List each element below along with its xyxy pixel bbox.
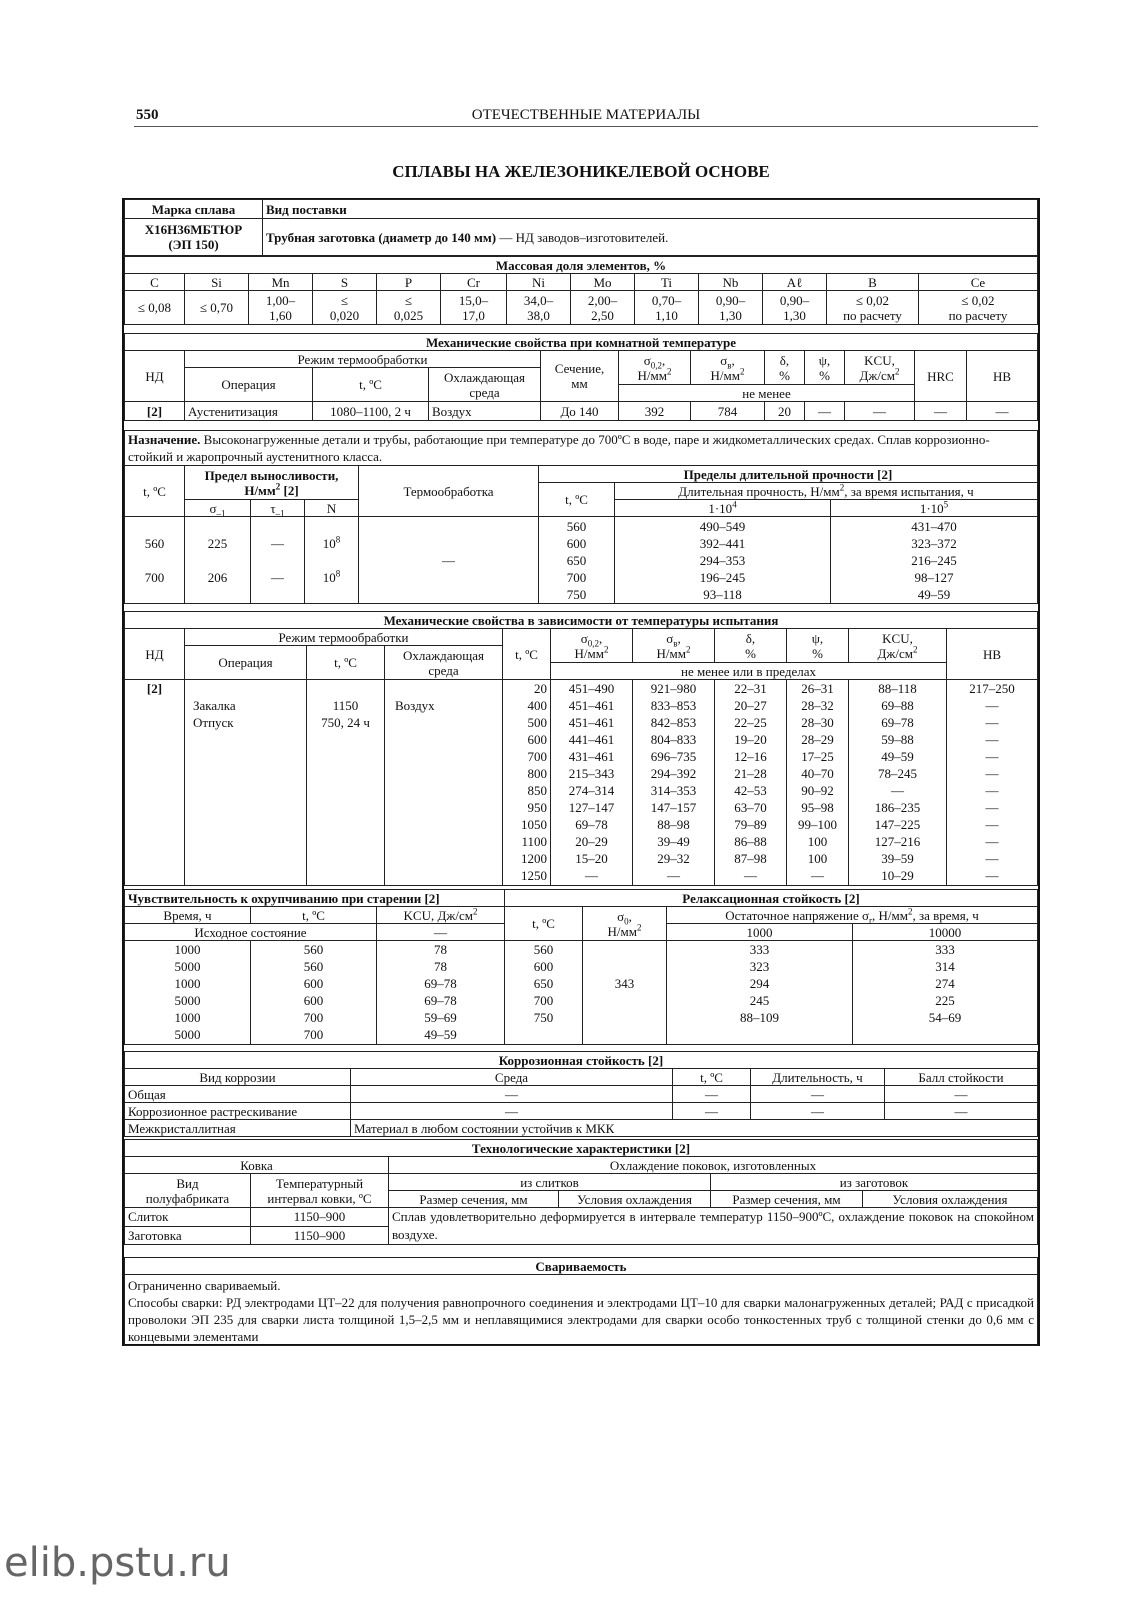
longterm-strength-header: Длительная прочность, $Н/мм^2$, за время испытания, ч bbox=[615, 483, 1038, 500]
corrosion-cell-4: — bbox=[885, 1103, 1038, 1120]
mech-temp-op-header: Операция bbox=[185, 646, 307, 680]
relax-s0-value: 343 bbox=[583, 941, 667, 1045]
mech-room-cell-5: 392 bbox=[619, 402, 691, 421]
relax-s0-header: $\sigma_0$, $Н/мм^2$ bbox=[583, 907, 667, 941]
element-value-10: 0,90– 1,30 bbox=[763, 291, 827, 325]
mech-room-cell-7: 20 bbox=[765, 402, 805, 421]
mech-room-cell-9: — bbox=[845, 402, 915, 421]
composition-values-row bbox=[125, 291, 1038, 325]
corrosion-cell-3: — bbox=[751, 1103, 885, 1120]
mech-room-cell-0: [2] bbox=[125, 402, 185, 421]
tech-ingots-header: из слитков bbox=[389, 1174, 711, 1191]
tech-kind-blank: Заготовка bbox=[125, 1226, 251, 1245]
longterm-1e4-header: $1\cdot 10^4$ bbox=[615, 500, 831, 517]
relax-caption: Релаксационная стойкость [2] bbox=[505, 890, 1038, 907]
tech-interval-blank: 1150–900 bbox=[251, 1226, 389, 1245]
element-name-7: Mo bbox=[571, 274, 635, 291]
mech-temp-temps: 1150 750, 24 ч bbox=[307, 680, 385, 886]
tech-interval-ingot: 1150–900 bbox=[251, 1208, 389, 1227]
relax-10000-values: 333 314 274 225 54–69 bbox=[853, 941, 1038, 1045]
longterm-1e5-header: $1\cdot 10^5$ bbox=[831, 500, 1038, 517]
endurance-n-header: N bbox=[305, 500, 359, 517]
mech-room-cell-8: — bbox=[805, 402, 845, 421]
mech-room-cell-3: Воздух bbox=[429, 402, 541, 421]
page-number: 550 bbox=[136, 107, 159, 123]
element-name-10: Aℓ bbox=[763, 274, 827, 291]
mech-temp-nd-header: НД bbox=[125, 629, 185, 680]
element-value-3: ≤ 0,020 bbox=[313, 291, 377, 325]
endurance-sigma-values: 225 206 bbox=[185, 517, 251, 604]
corrosion-cell-3: — bbox=[751, 1086, 885, 1103]
corrosion-env-header: Среда bbox=[351, 1069, 673, 1086]
mech-room-delta-header: δ, % bbox=[765, 351, 805, 385]
mech-room-s02-header: $\sigma_{0,2}$, $Н/мм^2$ bbox=[619, 351, 691, 385]
element-value-8: 0,70– 1,10 bbox=[635, 291, 699, 325]
mech-temp-mode-header: Режим термообработки bbox=[185, 629, 503, 646]
element-name-12: Ce bbox=[919, 274, 1038, 291]
weld-text: Ограниченно свариваемый. Способы сварки: РД электродами ЦТ–22 для получения равнопрочного соединения и электродами ЦТ–10 для сварки малонагруженных деталей; РАД с присадкой проволоки ЭП 235 для сварки листа толщиной 1,5–2,5 мм и неплавящимися электродами для сварки особо тонкостенных труб с толщиной стенки до 0,6 мм с концевыми элементами bbox=[125, 1275, 1038, 1346]
corrosion-ikk-text: Материал в любом состоянии устойчив к МКК bbox=[351, 1120, 1038, 1137]
mech-temp-delta-values: 22–31 20–27 22–25 19–20 12–16 21–28 42–53 63–70 79–89 86–88 87–98 — bbox=[715, 680, 787, 886]
tech-interval-header: Температурный интервал ковки, ºC bbox=[251, 1174, 389, 1208]
mech-room-hrc-header: HRC bbox=[915, 351, 967, 402]
corrosion-type-header: Вид коррозии bbox=[125, 1069, 351, 1086]
mech-room-cell-4: До 140 bbox=[541, 402, 619, 421]
corrosion-cell-2: — bbox=[673, 1086, 751, 1103]
mech-room-psi-header: ψ, % bbox=[805, 351, 845, 385]
ageing-caption: Чувствительность к охрупчиванию при старении [2] bbox=[125, 890, 505, 907]
corrosion-caption: Коррозионная стойкость [2] bbox=[125, 1052, 1038, 1069]
mech-room-cool-header: Охлаждающая среда bbox=[429, 368, 541, 402]
corrosion-cell-0: Общая bbox=[125, 1086, 351, 1103]
ageing-relax-table bbox=[124, 889, 1038, 1045]
element-name-3: S bbox=[313, 274, 377, 291]
mech-room-hb-header: HB bbox=[967, 351, 1038, 402]
main-title: СПЛАВЫ НА ЖЕЛЕЗОНИКЕЛЕВОЙ ОСНОВЕ bbox=[392, 162, 770, 181]
corrosion-cell-4: — bbox=[885, 1086, 1038, 1103]
mech-temp-nd: [2] bbox=[125, 680, 185, 886]
tech-size2-header: Размер сечения, мм bbox=[711, 1191, 863, 1208]
mech-temp-s02-header: $\sigma_{0,2}$, $Н/мм^2$ bbox=[551, 629, 633, 663]
element-value-9: 0,90– 1,30 bbox=[699, 291, 763, 325]
element-name-2: Mn bbox=[249, 274, 313, 291]
element-name-8: Ti bbox=[635, 274, 699, 291]
tech-kind-ingot: Слиток bbox=[125, 1208, 251, 1227]
tech-caption: Технологические характеристики [2] bbox=[125, 1140, 1038, 1157]
ageing-time-values: 1000 5000 1000 5000 1000 5000 bbox=[125, 941, 251, 1045]
composition-table bbox=[124, 256, 1038, 325]
mech-temp-s02-values: 451–490 451–461 451–461 441–461 431–461 215–343 274–314 127–147 69–78 20–29 15–20 — bbox=[551, 680, 633, 886]
composition-elements-row bbox=[125, 274, 1038, 291]
mech-temp-sb-values: 921–980 833–853 842–853 804–833 696–735 294–392 314–353 147–157 88–98 39–49 29–32 — bbox=[633, 680, 715, 886]
relax-1000-values: 333 323 294 245 88–109 bbox=[667, 941, 853, 1045]
tech-cond2-header: Условия охлаждения bbox=[863, 1191, 1038, 1208]
longterm-t-values: 560 600 650 700 750 bbox=[539, 517, 615, 604]
mech-room-cell-2: 1080–1100, 2 ч bbox=[313, 402, 429, 421]
endurance-sigma-header: $\sigma_{-1}$ bbox=[185, 500, 251, 517]
mech-temp-kcu-header: KCU, $Дж/см^2$ bbox=[849, 629, 947, 663]
corrosion-ikk-type: Межкристаллитная bbox=[125, 1120, 351, 1137]
mech-temp-ttest-header: t, ºC bbox=[503, 629, 551, 680]
element-name-1: Si bbox=[185, 274, 249, 291]
corrosion-cell-0: Коррозионное растрескивание bbox=[125, 1103, 351, 1120]
weld-caption: Свариваемость bbox=[125, 1258, 1038, 1275]
mech-room-mode-header: Режим термообработки bbox=[185, 351, 541, 368]
mech-temp-cool-header: Охлаждающая среда bbox=[385, 646, 503, 680]
purpose-text: Назначение. Высоконагруженные детали и трубы, работающие при температуре до 700ºC в воде, паре и жидкометаллических средах. Сплав коррозионно-стойкий и жаропрочный аустенитного класса. bbox=[125, 431, 1038, 466]
supply-value: Трубная заготовка (диаметр до 140 мм) — НД заводов–изготовителей. bbox=[263, 219, 1038, 256]
mech-room-cell-10: — bbox=[915, 402, 967, 421]
element-name-0: C bbox=[125, 274, 185, 291]
longterm-1e4-values: 490–549 392–441 294–353 196–245 93–118 bbox=[615, 517, 831, 604]
element-value-0: ≤ 0,08 bbox=[125, 291, 185, 325]
mech-room-data-row bbox=[125, 402, 1038, 421]
mech-temp-caption: Механические свойства в зависимости от температуры испытания bbox=[125, 612, 1038, 629]
element-value-1: ≤ 0,70 bbox=[185, 291, 249, 325]
tech-table bbox=[124, 1139, 1038, 1245]
mech-room-sb-header: $\sigma_в$, $Н/мм^2$ bbox=[691, 351, 765, 385]
mech-temp-delta-header: δ, % bbox=[715, 629, 787, 663]
tech-blanks-header: из заготовок bbox=[711, 1174, 1038, 1191]
element-value-11: ≤ 0,02 по расчету bbox=[827, 291, 919, 325]
mech-room-caption: Механические свойства при комнатной температуре bbox=[125, 334, 1038, 351]
corrosion-table bbox=[124, 1051, 1038, 1137]
tech-kind-header: Вид полуфабриката bbox=[125, 1174, 251, 1208]
ageing-kcu-values: 78 78 69–78 69–78 59–69 49–59 bbox=[377, 941, 505, 1045]
tech-size-header: Размер сечения, мм bbox=[389, 1191, 559, 1208]
corrosion-score-header: Балл стойкости bbox=[885, 1069, 1038, 1086]
element-name-9: Nb bbox=[699, 274, 763, 291]
element-value-2: 1,00– 1,60 bbox=[249, 291, 313, 325]
mech-room-op-header: Операция bbox=[185, 368, 313, 402]
grade-table bbox=[124, 199, 1038, 256]
endurance-t-header: t, ºC bbox=[125, 466, 185, 517]
weld-table bbox=[124, 1257, 1038, 1346]
ageing-t-header: t, ºC bbox=[251, 907, 377, 924]
grade-label: Марка сплава bbox=[125, 200, 263, 219]
ageing-initial: Исходное состояние bbox=[125, 924, 377, 941]
corrosion-cell-1: — bbox=[351, 1103, 673, 1120]
endurance-t-values: 560 700 bbox=[125, 517, 185, 604]
corrosion-t-header: t, ºC bbox=[673, 1069, 751, 1086]
mech-temp-ops: Закалка Отпуск bbox=[185, 680, 307, 886]
mech-room-notless: не менее bbox=[619, 385, 915, 402]
tech-note: Сплав удовлетворительно деформируется в интервале температур 1150–900ºC, охлаждение поковок на спокойном воздухе. bbox=[389, 1208, 1038, 1245]
mech-room-table bbox=[124, 333, 1038, 421]
element-name-11: B bbox=[827, 274, 919, 291]
mech-temp-hb-header: HB bbox=[947, 629, 1038, 680]
ageing-kcu-header: KCU, $Дж/см^2$ bbox=[377, 907, 505, 924]
longterm-1e5-values: 431–470 323–372 216–245 98–127 49–59 bbox=[831, 517, 1038, 604]
grade-value: Х16Н36МБТЮР (ЭП 150) bbox=[125, 219, 263, 256]
tech-cooling-header: Охлаждение поковок, изготовленных bbox=[389, 1157, 1038, 1174]
endurance-longterm-table bbox=[124, 465, 1038, 604]
mech-temp-t-values: 20 400 500 600 700 800 850 950 1050 1100 1200 1250 bbox=[503, 680, 551, 886]
element-value-4: ≤ 0,025 bbox=[377, 291, 441, 325]
mech-temp-hb-values: 217–250 — — — — — — — — — — — bbox=[947, 680, 1038, 886]
relax-10000-header: 10000 bbox=[853, 924, 1038, 941]
running-title: ОТЕЧЕСТВЕННЫЕ МАТЕРИАЛЫ bbox=[471, 107, 701, 123]
mech-room-cell-11: — bbox=[967, 402, 1038, 421]
element-value-6: 34,0– 38,0 bbox=[507, 291, 571, 325]
mech-temp-table bbox=[124, 611, 1038, 886]
tech-cond-header: Условия охлаждения bbox=[559, 1191, 711, 1208]
mech-temp-kcu-values: 88–118 69–88 69–78 59–88 49–59 78–245 — 186–235 147–225 127–216 39–59 10–29 bbox=[849, 680, 947, 886]
mech-room-kcu-header: KCU, $Дж/см^2$ bbox=[845, 351, 915, 385]
element-name-4: P bbox=[377, 274, 441, 291]
corrosion-dur-header: Длительность, ч bbox=[751, 1069, 885, 1086]
corrosion-row bbox=[125, 1103, 1038, 1120]
corrosion-row bbox=[125, 1086, 1038, 1103]
mech-temp-sb-header: $\sigma_в$, $Н/мм^2$ bbox=[633, 629, 715, 663]
mech-room-t-header: t, ºC bbox=[313, 368, 429, 402]
mech-room-nd-header: НД bbox=[125, 351, 185, 402]
supply-label: Вид поставки bbox=[263, 200, 1038, 219]
element-name-6: Ni bbox=[507, 274, 571, 291]
relax-resid-header: Остаточное напряжение $\sigma_r$, $Н/мм^2$, за время, ч bbox=[667, 907, 1038, 924]
ageing-initial-value: — bbox=[377, 924, 505, 941]
purpose-table bbox=[124, 430, 1038, 466]
mech-room-cell-1: Аустенитизация bbox=[185, 402, 313, 421]
mech-temp-t-header: t, ºC bbox=[307, 646, 385, 680]
element-value-5: 15,0– 17,0 bbox=[441, 291, 507, 325]
endurance-heat-header: Термообработка bbox=[359, 466, 539, 517]
element-name-5: Cr bbox=[441, 274, 507, 291]
endurance-heat-value: — bbox=[359, 517, 539, 604]
longterm-caption: Пределы длительной прочности [2] bbox=[539, 466, 1038, 483]
corrosion-cell-1: — bbox=[351, 1086, 673, 1103]
mech-temp-cool: Воздух bbox=[385, 680, 503, 886]
endurance-tau-values: — — bbox=[251, 517, 305, 604]
mech-temp-psi-header: ψ, % bbox=[787, 629, 849, 663]
endurance-limit-header: Предел выносливости, $Н/мм^2$ [2] bbox=[185, 466, 359, 500]
watermark: elib.pstu.ru bbox=[4, 1540, 231, 1586]
mech-room-section-header: Сечение, мм bbox=[541, 351, 619, 402]
relax-t-header: t, ºC bbox=[505, 907, 583, 941]
corrosion-cell-2: — bbox=[673, 1103, 751, 1120]
relax-t-values: 560 600 650 700 750 bbox=[505, 941, 583, 1045]
relax-1000-header: 1000 bbox=[667, 924, 853, 941]
mech-temp-range: не менее или в пределах bbox=[551, 663, 947, 680]
ageing-time-header: Время, ч bbox=[125, 907, 251, 924]
longterm-t-header: t, ºC bbox=[539, 483, 615, 517]
mech-room-cell-6: 784 bbox=[691, 402, 765, 421]
endurance-tau-header: $\tau_{-1}$ bbox=[251, 500, 305, 517]
ageing-t-values: 560 560 600 600 700 700 bbox=[251, 941, 377, 1045]
endurance-n-values: $10^8$ $10^8$ bbox=[305, 517, 359, 604]
page-header bbox=[134, 106, 1038, 127]
element-value-12: ≤ 0,02 по расчету bbox=[919, 291, 1038, 325]
mech-temp-psi-values: 26–31 28–32 28–30 28–29 17–25 40–70 90–92 95–98 99–100 100 100 — bbox=[787, 680, 849, 886]
composition-caption: Массовая доля элементов, % bbox=[125, 257, 1038, 274]
tech-forging-header: Ковка bbox=[125, 1157, 389, 1174]
element-value-7: 2,00– 2,50 bbox=[571, 291, 635, 325]
